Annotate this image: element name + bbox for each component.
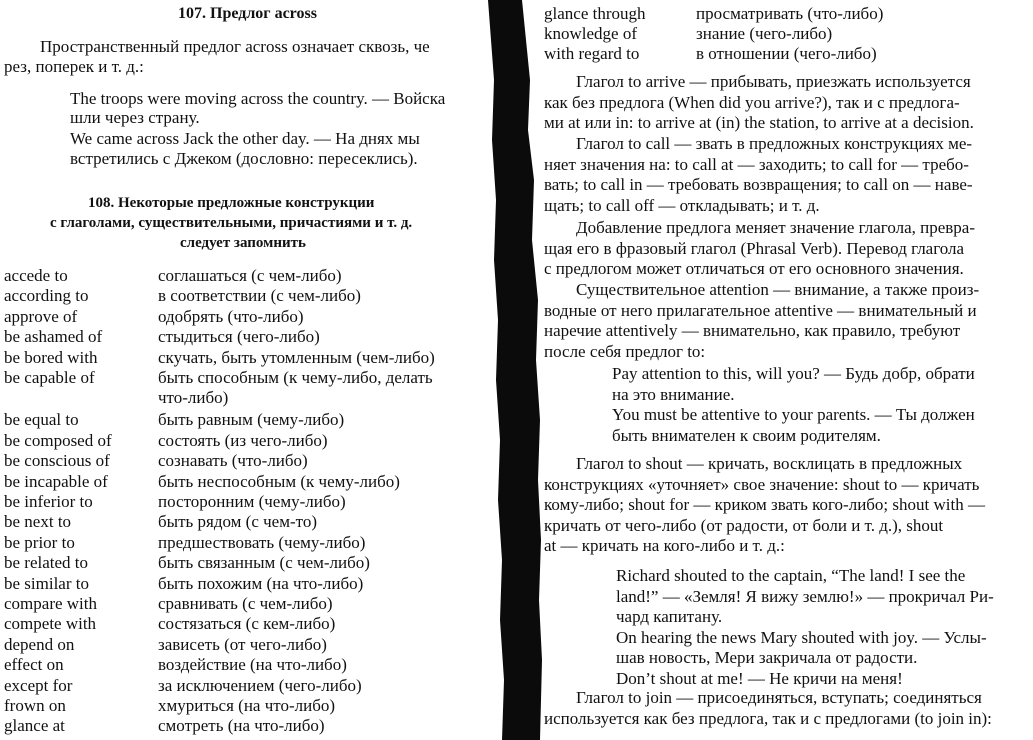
vocab-term: compare with bbox=[4, 594, 97, 613]
section-107-heading: 107. Предлог across bbox=[178, 5, 317, 22]
para-join-line: Глагол to join — присоединяться, вступать; соединяться bbox=[576, 688, 982, 707]
ex-attention-line: на это внимание. bbox=[612, 384, 735, 404]
vocab-translation: сравнивать (с чем-либо) bbox=[158, 594, 333, 613]
vocab-term: frown on bbox=[4, 696, 66, 715]
para-arrive-line: как без предлога (When did you arrive?), так и с предлога- bbox=[544, 92, 960, 112]
vocab-term: be next to bbox=[4, 512, 72, 532]
vocab-translation: сознавать (что-либо) bbox=[158, 451, 308, 471]
example-line-1: The troops were moving across the country. — Войска bbox=[70, 89, 446, 108]
vocab-translation: в отношении (чего-либо) bbox=[696, 44, 877, 63]
vocab-term: be capable of bbox=[4, 368, 95, 387]
vocab-translation: быть неспособным (к чему-либо) bbox=[158, 471, 400, 491]
vocab-term: depend on bbox=[4, 634, 75, 654]
vocab-term: compete with bbox=[4, 614, 97, 634]
vocab-translation: просматривать (что-либо) bbox=[696, 4, 884, 23]
vocab-term: be inferior to bbox=[4, 492, 93, 511]
vocab-translation: соглашаться (с чем-либо) bbox=[158, 266, 342, 285]
vocab-translation: быть рядом (с чем-то) bbox=[158, 512, 317, 532]
para-phrasal-line: Добавление предлога меняет значение глагола, превра- bbox=[576, 218, 976, 237]
vocab-translation: быть похожим (на что-либо) bbox=[158, 573, 364, 593]
vocab-term: be incapable of bbox=[4, 471, 108, 491]
ex-shout-line: Don’t shout at me! — Не кричи на меня! bbox=[616, 669, 903, 688]
ex-shout-line: Richard shouted to the captain, “The land! I see the bbox=[616, 566, 966, 585]
vocab-term: be bored with bbox=[4, 347, 98, 367]
section-108-heading-2: с глаголами, существительными, причастиями и т. д. bbox=[50, 215, 413, 231]
intro-line-2: рез, поперек и т. д.: bbox=[4, 57, 144, 76]
para-attention-line: после себя предлог to: bbox=[544, 341, 706, 361]
vocab-term: be related to bbox=[4, 553, 89, 573]
ex-shout-line: land!” — «Земля! Я вижу землю!» — прокричал Ри- bbox=[616, 586, 994, 606]
ex-shout-line: On hearing the news Mary shouted with joy. — Услы- bbox=[616, 627, 987, 647]
vocab-term: be prior to bbox=[4, 532, 75, 552]
vocab-translation: зависеть (от чего-либо) bbox=[158, 634, 327, 654]
para-call-line: щать; to call off — откладывать; и т. д. bbox=[544, 195, 820, 215]
vocab-term: be similar to bbox=[4, 573, 89, 593]
para-attention-line: водные от него прилагательное attentive — внимательный и bbox=[544, 300, 977, 320]
vocab-term: with regard to bbox=[544, 44, 640, 63]
para-call-line: вать; to call in — требовать возвращения; to call on — наве- bbox=[544, 175, 973, 195]
vocab-term: be equal to bbox=[4, 410, 79, 430]
para-join-line: используется как без предлога, так и с предлогами (to join in): bbox=[544, 708, 992, 728]
vocab-translation: что-либо) bbox=[158, 388, 229, 408]
vocab-translation: стыдиться (чего-либо) bbox=[158, 327, 320, 347]
example-line-3: We came across Jack the other day. — На днях мы bbox=[70, 129, 420, 148]
vocab-translation: быть способным (к чему-либо, делать bbox=[158, 368, 433, 387]
para-shout-line: at — кричать на кого-либо и т. д.: bbox=[544, 536, 785, 556]
vocab-term: according to bbox=[4, 286, 89, 306]
example-line-2: шли через страну. bbox=[70, 108, 200, 127]
para-shout-line: кому-либо; shout for — криком звать кого-либо; shout with — bbox=[544, 495, 985, 515]
para-attention-line: наречие attentively — внимательно, как правило, требуют bbox=[544, 321, 961, 341]
para-shout-line: конструкциях «уточняет» свое значение: shout to — кричать bbox=[544, 474, 980, 494]
intro-line-1: Пространственный предлог across означает сквозь, че bbox=[40, 37, 430, 56]
vocab-term: glance at bbox=[4, 716, 65, 736]
page-divider bbox=[478, 0, 544, 740]
para-shout-line: Глагол to shout — кричать, восклицать в предложных bbox=[576, 454, 963, 473]
vocab-translation: за исключением (чего-либо) bbox=[158, 675, 362, 695]
ex-shout-line: шав новость, Мери закричала от радости. bbox=[616, 648, 918, 668]
vocab-translation: скучать, быть утомленным (чем-либо) bbox=[158, 347, 435, 367]
vocab-translation: в соответствии (с чем-либо) bbox=[158, 286, 361, 306]
vocab-term: effect on bbox=[4, 655, 64, 675]
para-call-line: Глагол to call — звать в предложных конструкциях ме- bbox=[576, 134, 973, 153]
example-line-4: встретились с Джеком (дословно: пересеклись). bbox=[70, 149, 418, 168]
ex-attention-line: быть внимателен к своим родителям. bbox=[612, 425, 881, 445]
vocab-term: knowledge of bbox=[544, 24, 638, 43]
vocab-translation: посторонним (чему-либо) bbox=[158, 492, 346, 511]
section-108-heading-3: следует запомнить bbox=[180, 235, 306, 251]
vocab-term: accede to bbox=[4, 266, 68, 285]
vocab-term: be composed of bbox=[4, 430, 112, 450]
vocab-translation: предшествовать (чему-либо) bbox=[158, 532, 366, 552]
vocab-translation: состоять (из чего-либо) bbox=[158, 430, 328, 450]
vocab-term: be ashamed of bbox=[4, 327, 103, 347]
vocab-translation: хмуриться (на что-либо) bbox=[158, 696, 336, 715]
para-shout-line: кричать от чего-либо (от радости, от боли и т. д.), shout bbox=[544, 515, 944, 535]
vocab-translation: состязаться (с кем-либо) bbox=[158, 614, 336, 634]
vocab-term: except for bbox=[4, 675, 73, 695]
ex-attention-line: Pay attention to this, will you? — Будь добр, обрати bbox=[612, 364, 975, 383]
para-attention-line: Существительное attention — внимание, а также произ- bbox=[576, 280, 980, 299]
vocab-translation: одобрять (что-либо) bbox=[158, 306, 304, 326]
vocab-translation: знание (чего-либо) bbox=[696, 24, 833, 43]
vocab-term: be conscious of bbox=[4, 451, 110, 471]
left-page bbox=[0, 0, 482, 740]
para-call-line: няет значения на: to call at — заходить; to call for — требо- bbox=[544, 154, 969, 174]
vocab-translation: смотреть (на что-либо) bbox=[158, 716, 325, 736]
para-arrive-line: ми at или in: to arrive at (in) the station, to arrive at a decision. bbox=[544, 113, 974, 133]
para-arrive-line: Глагол to arrive — прибывать, приезжать используется bbox=[576, 72, 971, 91]
vocab-translation: быть связанным (с чем-либо) bbox=[158, 553, 370, 573]
para-phrasal-line: с предлогом может отличаться от его основного значения. bbox=[544, 259, 964, 279]
vocab-translation: быть равным (чему-либо) bbox=[158, 410, 345, 430]
para-phrasal-line: щая его в фразовый глагол (Phrasal Verb). Перевод глагола bbox=[544, 238, 965, 258]
right-page bbox=[540, 0, 1033, 740]
ex-shout-line: чард капитану. bbox=[616, 607, 723, 627]
section-108-heading-1: 108. Некоторые предложные конструкции bbox=[88, 195, 375, 211]
vocab-term: approve of bbox=[4, 306, 78, 326]
ex-attention-line: You must be attentive to your parents. — Ты должен bbox=[612, 405, 975, 425]
vocab-translation: воздействие (на что-либо) bbox=[158, 655, 347, 675]
vocab-term: glance through bbox=[544, 4, 646, 23]
